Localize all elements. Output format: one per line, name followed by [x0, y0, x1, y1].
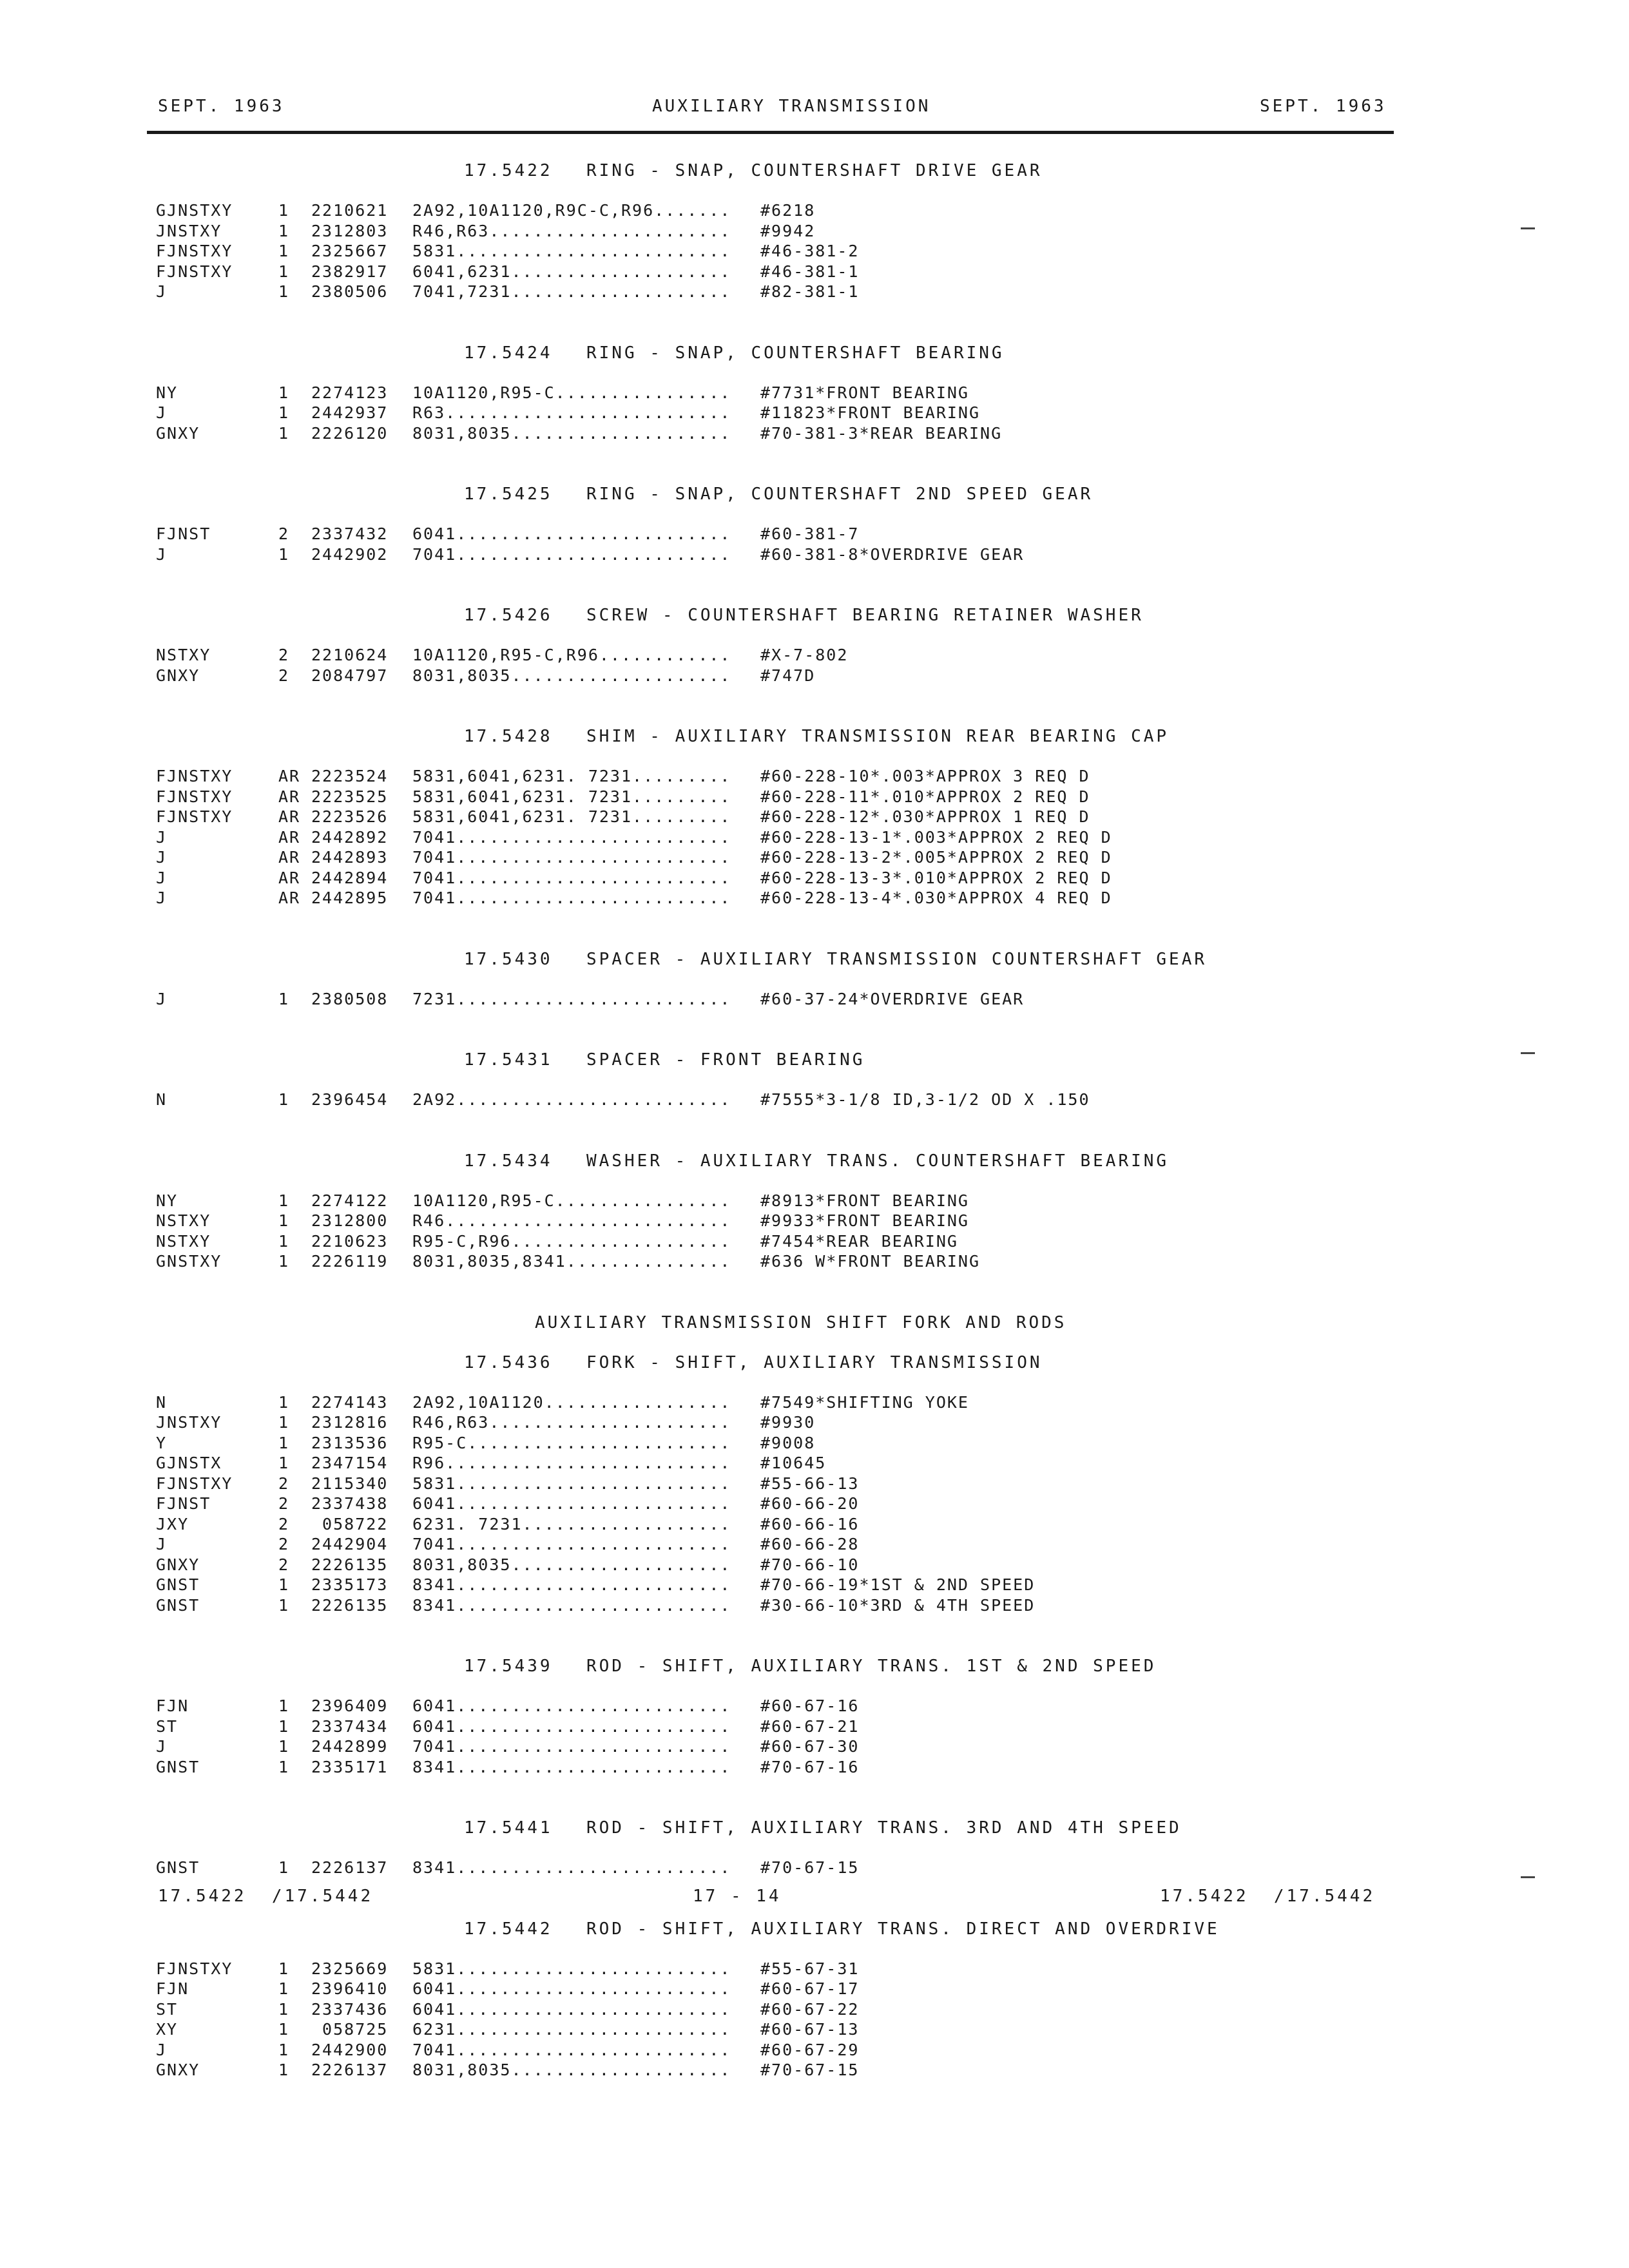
quantity: AR [278, 807, 301, 826]
description: #60-67-13 [760, 2020, 860, 2039]
application: 6231. 7231................... [412, 1514, 731, 1533]
application: R46,R63...................... [412, 221, 731, 240]
application: 7041......................... [412, 868, 731, 887]
margin-mark [1521, 1876, 1535, 1878]
header-date-left: SEPT. 1963 [158, 97, 285, 116]
quantity: 1 [278, 1211, 290, 1230]
section-number: 17.5425 [464, 485, 553, 504]
application: 6041......................... [412, 524, 731, 543]
description: #60-67-16 [760, 1696, 860, 1715]
part-number: 2380508 [311, 989, 389, 1008]
application: 8341......................... [412, 1858, 731, 1877]
description: #60-381-7 [760, 524, 860, 543]
section-heading [464, 161, 1043, 180]
model-codes: GNST [156, 1757, 200, 1776]
description: #82-381-1 [760, 282, 860, 301]
quantity: 1 [278, 262, 290, 281]
quantity: 1 [278, 1433, 290, 1452]
description: #70-67-15 [760, 1858, 860, 1877]
model-codes: GNXY [156, 666, 200, 685]
model-codes: J [156, 848, 168, 867]
section-title: SCREW - COUNTERSHAFT BEARING RETAINER WASHER [586, 606, 1144, 625]
quantity: 1 [278, 544, 290, 564]
part-number: 2396409 [311, 1696, 389, 1715]
part-number: 2223524 [311, 767, 389, 785]
quantity: AR [278, 827, 301, 847]
section-number: 17.5441 [464, 1818, 553, 1838]
section-title: ROD - SHIFT, AUXILIARY TRANS. 3RD AND 4TH SPEED [586, 1818, 1182, 1838]
application: 10A1120,R95-C................ [412, 383, 731, 402]
section-number: 17.5439 [464, 1657, 553, 1676]
quantity: 1 [278, 2040, 290, 2059]
part-number: 2210623 [311, 1231, 389, 1251]
application: 7041......................... [412, 1737, 731, 1756]
application: 5831......................... [412, 1474, 731, 1493]
quantity: 1 [278, 2061, 290, 2079]
description: #60-228-10*.003*APPROX 3 REQ D [760, 767, 1090, 785]
application: 8341......................... [412, 1757, 731, 1776]
part-number: 2312803 [311, 221, 389, 240]
description: #60-37-24*OVERDRIVE GEAR [760, 989, 1025, 1008]
quantity: 1 [278, 1575, 290, 1594]
section-number: 17.5430 [464, 949, 553, 969]
description: #70-381-3*REAR BEARING [760, 423, 1003, 443]
model-codes: NSTXY [156, 1231, 211, 1251]
section-number: 17.5434 [464, 1151, 553, 1171]
section-title: SHIM - AUXILIARY TRANSMISSION REAR BEARING CAP [586, 727, 1170, 746]
model-codes: FJNSTXY [156, 242, 233, 260]
model-codes: FJNST [156, 1494, 211, 1513]
quantity: 1 [278, 1191, 290, 1210]
description: #8913*FRONT BEARING [760, 1191, 969, 1210]
quantity: 1 [278, 1413, 290, 1432]
description: #30-66-10*3RD & 4TH SPEED [760, 1595, 1036, 1615]
quantity: 2 [278, 666, 290, 685]
application: 5831......................... [412, 242, 731, 260]
model-codes: J [156, 989, 168, 1008]
description: #60-67-17 [760, 1979, 860, 1998]
part-number: 2325667 [311, 242, 389, 260]
application: 6231......................... [412, 2020, 731, 2039]
application: 7041......................... [412, 827, 731, 847]
description: #6218 [760, 201, 816, 220]
description: #70-66-19*1ST & 2ND SPEED [760, 1575, 1036, 1594]
part-number: 2442893 [311, 848, 389, 867]
description: #60-228-13-1*.003*APPROX 2 REQ D [760, 827, 1112, 847]
section-number: 17.5431 [464, 1050, 553, 1070]
model-codes: ST [156, 1716, 178, 1736]
application: 2A92......................... [412, 1090, 731, 1109]
footer-range-left: 17.5422 /17.5442 [158, 1887, 374, 1906]
section-title: SPACER - AUXILIARY TRANSMISSION COUNTERSHAFT GEAR [586, 949, 1208, 969]
model-codes: GJNSTXY [156, 201, 233, 220]
section-heading [464, 1657, 1156, 1676]
application: 7041......................... [412, 544, 731, 564]
part-number: 2115340 [311, 1474, 389, 1493]
application: 7231......................... [412, 989, 731, 1008]
footer-page-number: 17 - 14 [693, 1887, 782, 1906]
quantity: 1 [278, 1231, 290, 1251]
quantity: 1 [278, 1999, 290, 2019]
part-number: 2396410 [311, 1979, 389, 1998]
quantity: 1 [278, 201, 290, 220]
model-codes: XY [156, 2020, 178, 2039]
model-codes: J [156, 1737, 168, 1756]
part-number: 2084797 [311, 666, 389, 685]
model-codes: ST [156, 1999, 178, 2019]
part-number: 2337438 [311, 1494, 389, 1513]
section-number: 17.5422 [464, 161, 553, 180]
part-number: 2226135 [311, 1555, 389, 1574]
quantity: 1 [278, 1696, 290, 1715]
part-number: 2274143 [311, 1392, 389, 1412]
header-date-right: SEPT. 1963 [1260, 97, 1387, 116]
quantity: AR [278, 889, 301, 907]
description: #60-228-11*.010*APPROX 2 REQ D [760, 787, 1090, 806]
description: #60-381-8*OVERDRIVE GEAR [760, 544, 1025, 564]
model-codes: NSTXY [156, 1211, 211, 1230]
application: 7041......................... [412, 1535, 731, 1553]
margin-mark [1521, 1052, 1535, 1054]
description: #9008 [760, 1433, 816, 1452]
application: 7041......................... [412, 889, 731, 907]
header-rule [147, 131, 1394, 134]
model-codes: GNST [156, 1595, 200, 1615]
application: 7041......................... [412, 848, 731, 867]
quantity: 2 [278, 1535, 290, 1553]
part-number: 2226119 [311, 1252, 389, 1271]
section-heading [464, 1050, 865, 1070]
part-number: 2337434 [311, 1716, 389, 1736]
model-codes: JNSTXY [156, 221, 222, 240]
quantity: 1 [278, 403, 290, 422]
description: #9933*FRONT BEARING [760, 1211, 969, 1230]
model-codes: NSTXY [156, 646, 211, 664]
model-codes: GNXY [156, 1555, 200, 1574]
application: 8341......................... [412, 1595, 731, 1615]
part-number: 2226120 [311, 423, 389, 443]
model-codes: GNST [156, 1858, 200, 1877]
part-number: 2442904 [311, 1535, 389, 1553]
section-title: WASHER - AUXILIARY TRANS. COUNTERSHAFT BEARING [586, 1151, 1170, 1171]
model-codes: GNXY [156, 2061, 200, 2079]
quantity: 1 [278, 1595, 290, 1615]
application: 2A92,10A1120................. [412, 1392, 731, 1412]
quantity: 2 [278, 1474, 290, 1493]
model-codes: FJNST [156, 524, 211, 543]
application: R46,R63...................... [412, 1413, 731, 1432]
quantity: 1 [278, 1959, 290, 1978]
description: #747D [760, 666, 816, 685]
description: #7731*FRONT BEARING [760, 383, 969, 402]
part-number: 058722 [311, 1514, 389, 1533]
quantity: 2 [278, 1494, 290, 1513]
quantity: 1 [278, 2020, 290, 2039]
part-number: 2312800 [311, 1211, 389, 1230]
model-codes: GJNSTX [156, 1454, 222, 1472]
section-title: RING - SNAP, COUNTERSHAFT DRIVE GEAR [586, 161, 1043, 180]
application: 5831......................... [412, 1959, 731, 1978]
description: #636 W*FRONT BEARING [760, 1252, 981, 1271]
section-number: 17.5426 [464, 606, 553, 625]
description: #60-67-22 [760, 1999, 860, 2019]
description: #60-228-12*.030*APPROX 1 REQ D [760, 807, 1090, 826]
section-title: SPACER - FRONT BEARING [586, 1050, 865, 1070]
description: #70-66-10 [760, 1555, 860, 1574]
part-number: 2223525 [311, 787, 389, 806]
description: #10645 [760, 1454, 827, 1472]
quantity: 2 [278, 1514, 290, 1533]
model-codes: FJNSTXY [156, 767, 233, 785]
quantity: 1 [278, 1392, 290, 1412]
description: #X-7-802 [760, 646, 849, 664]
application: R63.......................... [412, 403, 731, 422]
part-number: 2223526 [311, 807, 389, 826]
section-heading [464, 1353, 1043, 1372]
application: 8031,8035.................... [412, 666, 731, 685]
description: #60-66-28 [760, 1535, 860, 1553]
footer-range-right: 17.5422 /17.5442 [1160, 1887, 1376, 1906]
section-heading [464, 727, 1169, 746]
model-codes: JXY [156, 1514, 189, 1533]
part-number: 2442899 [311, 1737, 389, 1756]
quantity: 1 [278, 423, 290, 443]
part-number: 2210624 [311, 646, 389, 664]
quantity: AR [278, 848, 301, 867]
quantity: 1 [278, 1716, 290, 1736]
margin-mark [1521, 227, 1535, 229]
application: 8031,8035.................... [412, 2061, 731, 2079]
group-heading: AUXILIARY TRANSMISSION SHIFT FORK AND RODS [535, 1312, 1067, 1332]
quantity: 1 [278, 1757, 290, 1776]
description: #70-67-15 [760, 2061, 860, 2079]
section-heading [464, 343, 1005, 363]
part-number: 2442895 [311, 889, 389, 907]
application: 6041......................... [412, 1696, 731, 1715]
part-number: 2325669 [311, 1959, 389, 1978]
application: 7041......................... [412, 2040, 731, 2059]
description: #60-66-16 [760, 1514, 860, 1533]
part-number: 2337436 [311, 1999, 389, 2019]
model-codes: GNSTXY [156, 1252, 222, 1271]
application: 6041......................... [412, 1999, 731, 2019]
application: R95-C,R96.................... [412, 1231, 731, 1251]
model-codes: NY [156, 1191, 178, 1210]
part-number: 2335173 [311, 1575, 389, 1594]
application: 8341......................... [412, 1575, 731, 1594]
application: 5831,6041,6231. 7231......... [412, 787, 731, 806]
model-codes: J [156, 1535, 168, 1553]
part-number: 2442894 [311, 868, 389, 887]
description: #70-67-16 [760, 1757, 860, 1776]
description: #9930 [760, 1413, 816, 1432]
quantity: 2 [278, 646, 290, 664]
part-number: 2442892 [311, 827, 389, 847]
section-title: ROD - SHIFT, AUXILIARY TRANS. 1ST & 2ND SPEED [586, 1657, 1157, 1676]
part-number: 2396454 [311, 1090, 389, 1109]
section-title: FORK - SHIFT, AUXILIARY TRANSMISSION [586, 1352, 1043, 1372]
quantity: 1 [278, 1737, 290, 1756]
application: 6041......................... [412, 1979, 731, 1998]
description: #60-67-29 [760, 2040, 860, 2059]
application: 8031,8035,8341............... [412, 1252, 731, 1271]
description: #46-381-1 [760, 262, 860, 281]
description: #60-67-30 [760, 1737, 860, 1756]
application: R46.......................... [412, 1211, 731, 1230]
part-number: 2312816 [311, 1413, 389, 1432]
application: R95-C........................ [412, 1433, 731, 1452]
model-codes: J [156, 868, 168, 887]
quantity: 1 [278, 383, 290, 402]
application: 6041,6231.................... [412, 262, 731, 281]
section-number: 17.5436 [464, 1352, 553, 1372]
model-codes: GNXY [156, 423, 200, 443]
description: #7454*REAR BEARING [760, 1231, 958, 1251]
description: #9942 [760, 221, 816, 240]
application: 6041......................... [412, 1716, 731, 1736]
section-number: 17.5428 [464, 727, 553, 746]
quantity: 2 [278, 1555, 290, 1574]
description: #55-66-13 [760, 1474, 860, 1493]
application: 8031,8035.................... [412, 423, 731, 443]
description: #11823*FRONT BEARING [760, 403, 981, 422]
description: #7555*3-1/8 ID,3-1/2 OD X .150 [760, 1090, 1090, 1109]
part-number: 2226137 [311, 2061, 389, 2079]
part-number: 2442902 [311, 544, 389, 564]
part-number: 2442937 [311, 403, 389, 422]
part-number: 2347154 [311, 1454, 389, 1472]
application: R96.......................... [412, 1454, 731, 1472]
quantity: 1 [278, 1454, 290, 1472]
part-number: 2442900 [311, 2040, 389, 2059]
section-title: ROD - SHIFT, AUXILIARY TRANS. DIRECT AND OVERDRIVE [586, 1919, 1220, 1939]
part-number: 2226135 [311, 1595, 389, 1615]
model-codes: JNSTXY [156, 1413, 222, 1432]
quantity: 1 [278, 1090, 290, 1109]
description: #46-381-2 [760, 242, 860, 260]
application: 8031,8035.................... [412, 1555, 731, 1574]
section-number: 17.5442 [464, 1919, 553, 1939]
description: #60-228-13-3*.010*APPROX 2 REQ D [760, 868, 1112, 887]
model-codes: J [156, 827, 168, 847]
quantity: AR [278, 868, 301, 887]
model-codes: FJNSTXY [156, 262, 233, 281]
application: 10A1120,R95-C................ [412, 1191, 731, 1210]
model-codes: FJNSTXY [156, 1959, 233, 1978]
part-number: 2335171 [311, 1757, 389, 1776]
quantity: AR [278, 787, 301, 806]
model-codes: FJN [156, 1979, 189, 1998]
quantity: 1 [278, 1979, 290, 1998]
header-title: AUXILIARY TRANSMISSION [652, 97, 931, 116]
description: #60-228-13-4*.030*APPROX 4 REQ D [760, 889, 1112, 907]
quantity: 1 [278, 1252, 290, 1271]
part-number: 2210621 [311, 201, 389, 220]
section-title: RING - SNAP, COUNTERSHAFT BEARING [586, 343, 1005, 363]
quantity: 1 [278, 989, 290, 1008]
model-codes: N [156, 1392, 168, 1412]
part-number: 2226137 [311, 1858, 389, 1877]
model-codes: J [156, 2040, 168, 2059]
model-codes: Y [156, 1433, 168, 1452]
quantity: 2 [278, 524, 290, 543]
part-number: 2274122 [311, 1191, 389, 1210]
quantity: 1 [278, 242, 290, 260]
description: #60-228-13-2*.005*APPROX 2 REQ D [760, 848, 1112, 867]
model-codes: FJN [156, 1696, 189, 1715]
part-number: 2337432 [311, 524, 389, 543]
quantity: 1 [278, 221, 290, 240]
part-number: 2382917 [311, 262, 389, 281]
description: #60-66-20 [760, 1494, 860, 1513]
model-codes: J [156, 889, 168, 907]
application: 10A1120,R95-C,R96............ [412, 646, 731, 664]
application: 5831,6041,6231. 7231......... [412, 807, 731, 826]
part-number: 2274123 [311, 383, 389, 402]
model-codes: J [156, 403, 168, 422]
model-codes: N [156, 1090, 168, 1109]
model-codes: GNST [156, 1575, 200, 1594]
model-codes: FJNSTXY [156, 787, 233, 806]
model-codes: J [156, 544, 168, 564]
application: 5831,6041,6231. 7231......... [412, 767, 731, 785]
section-number: 17.5424 [464, 343, 553, 363]
quantity: AR [278, 767, 301, 785]
description: #55-67-31 [760, 1959, 860, 1978]
section-title: RING - SNAP, COUNTERSHAFT 2ND SPEED GEAR [586, 485, 1094, 504]
quantity: 1 [278, 1858, 290, 1877]
description: #60-67-21 [760, 1716, 860, 1736]
part-number: 2380506 [311, 282, 389, 301]
application: 2A92,10A1120,R9C-C,R96....... [412, 201, 731, 220]
model-codes: NY [156, 383, 178, 402]
application: 6041......................... [412, 1494, 731, 1513]
model-codes: FJNSTXY [156, 1474, 233, 1493]
section-heading [464, 606, 1144, 625]
section-heading [464, 950, 1207, 969]
part-number: 058725 [311, 2020, 389, 2039]
part-number: 2313536 [311, 1433, 389, 1452]
section-heading [464, 1818, 1182, 1838]
quantity: 1 [278, 282, 290, 301]
model-codes: J [156, 282, 168, 301]
section-heading [464, 1919, 1220, 1939]
section-heading [464, 485, 1093, 504]
application: 7041,7231.................... [412, 282, 731, 301]
section-heading [464, 1151, 1169, 1171]
model-codes: FJNSTXY [156, 807, 233, 826]
description: #7549*SHIFTING YOKE [760, 1392, 969, 1412]
